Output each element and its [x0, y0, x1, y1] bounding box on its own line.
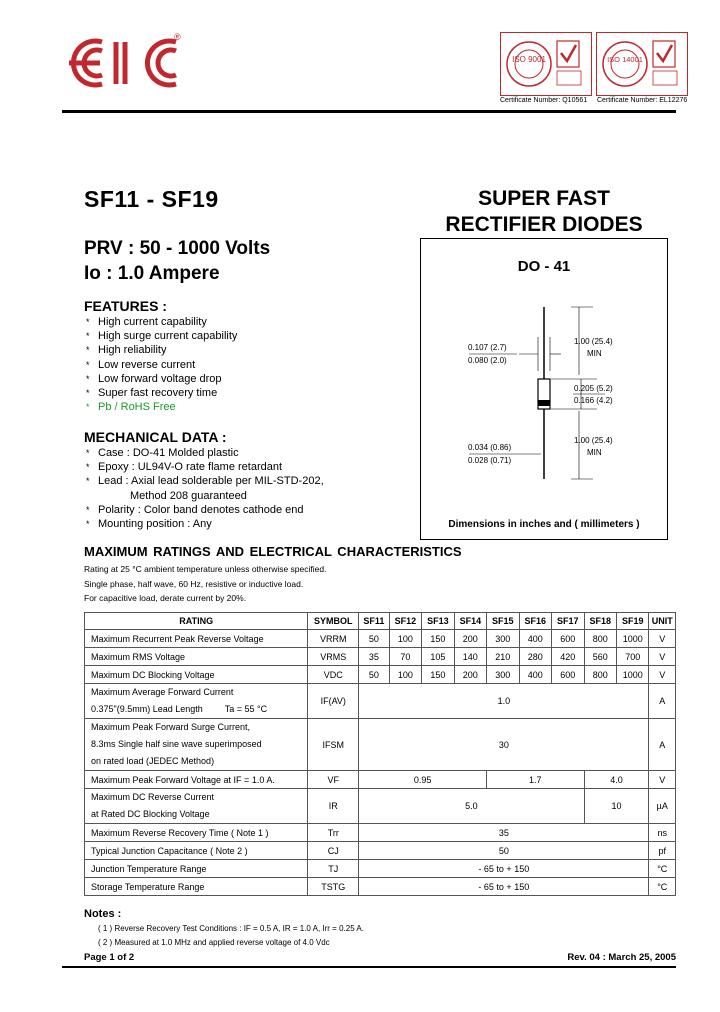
dim-body-len-min: 0.166 (4.2): [574, 396, 613, 405]
revision: Rev. 04 : March 25, 2005: [567, 952, 676, 963]
table-row: Maximum Peak Forward Voltage at IF = 1.0 A. VF 0.95 1.7 4.0 V: [85, 771, 676, 789]
table-row: Junction Temperature Range TJ - 65 to + 150 °C: [85, 860, 676, 878]
page-number: Page 1 of 2: [84, 952, 135, 963]
device-line1: SUPER FAST: [478, 187, 610, 210]
iso9001-text: ISO 9001: [512, 55, 546, 64]
table-row: Maximum DC Reverse Current at Rated DC Blocking Voltage IR 5.0 10 µA: [85, 789, 676, 824]
dim-body-dia-min: 0.080 (2.0): [468, 356, 507, 365]
table-row: Maximum Average Forward Current 0.375"(9.5mm) Lead Length Ta = 55 °C IF(AV) 1.0 A: [85, 684, 676, 719]
ratings-heading: MAXIMUM RATINGS AND ELECTRICAL CHARACTERISTICS: [84, 544, 462, 559]
note-2: ( 2 ) Measured at 1.0 MHz and applied reverse voltage of 4.0 Vdc: [98, 938, 330, 947]
col-symbol: SYMBOL: [308, 613, 359, 630]
table-row: Storage Temperature Range TSTG - 65 to + 150 °C: [85, 878, 676, 896]
mech-mounting: * Mounting position : Any: [84, 517, 324, 531]
col-sf12: SF12: [389, 613, 421, 630]
dimensions-caption: Dimensions in inches and ( millimeters ): [448, 519, 640, 530]
company-logo: [62, 34, 184, 92]
feature-item: * High reliability: [84, 343, 237, 357]
table-row: Typical Junction Capacitance ( Note 2 ) CJ 50 pf: [85, 842, 676, 860]
prv-line: PRV : 50 - 1000 Volts: [84, 238, 271, 259]
ratings-summary: [84, 236, 270, 286]
dim-lead-dia-max: 0.034 (0.86): [468, 443, 512, 452]
table-row: Maximum DC Blocking Voltage VDC 50 100 150 200 300 400 600 800 1000 V: [85, 666, 676, 684]
iso9001-badge: [500, 32, 592, 96]
package-name: DO - 41: [517, 258, 571, 275]
mech-lead: * Lead : Axial lead solderable per MIL-STD-202,: [84, 474, 324, 488]
col-rating: RATING: [85, 613, 308, 630]
cathode-band: [538, 400, 550, 406]
table-header-row: [85, 613, 676, 630]
ratings-table: [84, 612, 676, 896]
dim-lead-len-top: 1.00 (25.4): [574, 337, 613, 346]
col-sf19: SF19: [617, 613, 649, 630]
iso14001-badge: [596, 32, 688, 96]
col-sf13: SF13: [422, 613, 454, 630]
features-list: [84, 315, 237, 414]
dim-lead-dia-min: 0.028 (0.71): [468, 456, 512, 465]
mech-lead-cont: Method 208 guaranteed: [130, 489, 247, 502]
condition-1: Rating at 25 °C ambient temperature unless otherwise specified.: [84, 564, 327, 574]
col-sf18: SF18: [584, 613, 616, 630]
condition-3: For capacitive load, derate current by 20%.: [84, 593, 247, 603]
col-unit: UNIT: [649, 613, 676, 630]
condition-2: Single phase, half wave, 60 Hz, resistive or inductive load.: [84, 579, 304, 589]
col-sf16: SF16: [519, 613, 551, 630]
table-row: Maximum Reverse Recovery Time ( Note 1 ) Trr 35 ns: [85, 824, 676, 842]
dim-min-bot: MIN: [587, 448, 602, 457]
device-type-title: [420, 186, 668, 238]
note-1: ( 1 ) Reverse Recovery Test Conditions : IF = 0.5 A, IR = 1.0 A, Irr = 0.25 A.: [98, 924, 364, 933]
dim-min-top: MIN: [587, 349, 602, 358]
mech-epoxy: * Epoxy : UL94V-O rate flame retardant: [84, 460, 324, 474]
table-row: Maximum Peak Forward Surge Current, 8.3ms Single half sine wave superimposed on rated load (JEDEC Method) IFSM 30 A: [85, 719, 676, 771]
table-row: Maximum RMS Voltage VRMS 35 70 105 140 210 280 420 560 700 V: [85, 648, 676, 666]
footer-rule: [62, 966, 676, 968]
feature-item: * Low reverse current: [84, 358, 237, 372]
dim-lead-len-bot: 1.00 (25.4): [574, 436, 613, 445]
feature-item: * High current capability: [84, 315, 237, 329]
notes-heading: Notes :: [84, 908, 122, 920]
mechanical-heading: MECHANICAL DATA :: [84, 429, 227, 445]
feature-item: * Super fast recovery time: [84, 386, 237, 400]
cert1-number: Certificate Number: Q10561: [500, 97, 588, 104]
table-row: Maximum Recurrent Peak Reverse Voltage VRRM 50 100 150 200 300 400 600 800 1000 V: [85, 630, 676, 648]
registered-mark: ®: [174, 32, 181, 42]
col-sf14: SF14: [454, 613, 486, 630]
header-rule: [62, 110, 676, 113]
dim-body-dia-max: 0.107 (2.7): [468, 343, 507, 352]
dim-body-len-max: 0.205 (5.2): [574, 384, 613, 393]
package-drawing-box: [420, 238, 668, 540]
col-sf11: SF11: [359, 613, 389, 630]
mechanical-list: [84, 446, 324, 531]
col-sf17: SF17: [552, 613, 584, 630]
feature-item: * Low forward voltage drop: [84, 372, 237, 386]
part-range-title: SF11 - SF19: [84, 186, 219, 212]
iso14001-text: ISO 14001: [607, 55, 643, 64]
feature-item: * High surge current capability: [84, 329, 237, 343]
mech-polarity: * Polarity : Color band denotes cathode end: [84, 503, 324, 517]
cert2-number: Certificate Number: EL12276: [597, 97, 688, 104]
mech-case: * Case : DO-41 Molded plastic: [84, 446, 324, 460]
features-heading: FEATURES :: [84, 298, 167, 314]
io-line: Io : 1.0 Ampere: [84, 263, 220, 284]
feature-item-rohs: * Pb / RoHS Free: [84, 400, 237, 414]
device-line2: RECTIFIER DIODES: [445, 213, 643, 236]
col-sf15: SF15: [487, 613, 519, 630]
